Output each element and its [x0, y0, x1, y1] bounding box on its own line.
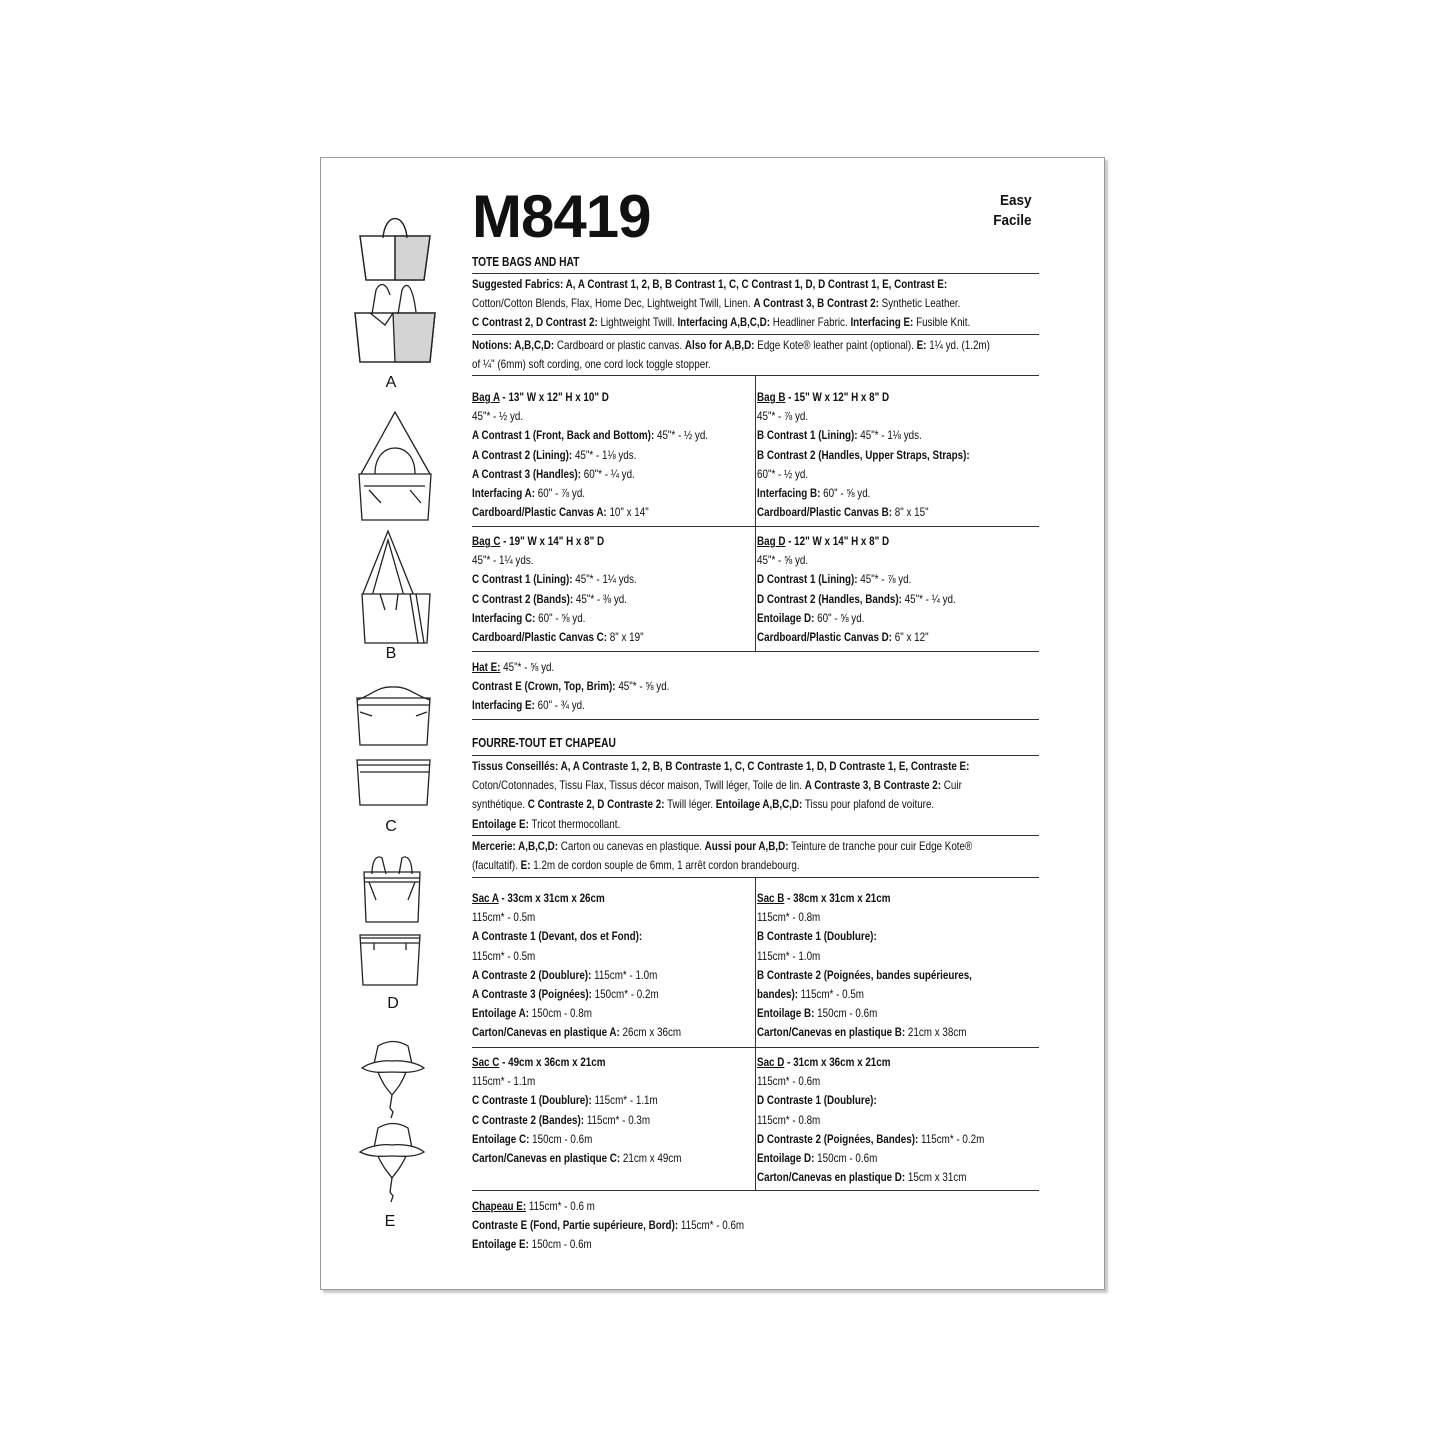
yardage-value: 115cm* - 0.6m — [678, 1218, 745, 1233]
view-c-tote-back-icon — [357, 760, 430, 805]
yardage-row — [472, 484, 702, 503]
yardage-row — [757, 590, 987, 609]
view-dimensions: - 12" W x 14" H x 8" D — [785, 534, 890, 548]
yardage-row — [472, 590, 702, 609]
english-title-block — [472, 253, 1039, 272]
notions-line-2: of ¼" (6mm) soft cording, one cord lock toggle stopper. — [472, 357, 711, 372]
notions-text: 1.2m de cordon souple de 6mm, 1 arrêt cordon brandebourg. — [533, 858, 800, 873]
yardage-row — [472, 966, 702, 985]
yardage-label: Entoilage D: — [757, 610, 815, 625]
yardage-row — [757, 1091, 987, 1110]
yardage-row — [757, 426, 987, 445]
difficulty-en: Easy — [1000, 192, 1032, 209]
yardage-row — [472, 1072, 702, 1091]
view-title: Sac B — [757, 891, 785, 905]
yardage-value: 45"* - 1⅛ yds. — [572, 447, 637, 462]
notions-text: (facultatif). — [472, 858, 518, 873]
yardage-label: Interfacing A: — [472, 486, 536, 501]
notions-bold: Notions: A,B,C,D: — [472, 338, 555, 352]
chapeau-e-metrage — [472, 1197, 1032, 1255]
view-a-tote-front-icon — [360, 219, 430, 281]
yardage-row — [472, 407, 702, 426]
fabrics-bold: Entoilage A,B,C,D: — [715, 797, 803, 812]
yardage-row — [757, 465, 987, 484]
yardage-label: C Contraste 2 (Bandes): — [472, 1112, 585, 1127]
yardage-label: Entoilage C: — [472, 1131, 530, 1146]
bag-a-heading — [472, 388, 702, 407]
french-notions — [472, 837, 1039, 875]
yardage-row — [757, 446, 987, 465]
yardage-value: 115cm* - 0.8m — [757, 910, 821, 925]
french-fabrics — [472, 757, 1039, 834]
notions-line-2 — [472, 856, 937, 875]
yardage-value: 115cm* - 0.8m — [757, 1112, 821, 1127]
yardage-row — [472, 1235, 931, 1254]
yardage-label: C Contrast 1 (Lining): — [472, 572, 573, 587]
yardage-row — [757, 947, 987, 966]
french-title-block — [472, 734, 1039, 753]
yardage-value: 115cm* - 0.3m — [584, 1112, 651, 1127]
difficulty-fr: Facile — [993, 212, 1032, 229]
yardage-label: Carton/Canevas en plastique C: — [472, 1151, 621, 1166]
view-title: Bag A — [472, 390, 500, 404]
column-divider — [755, 878, 756, 1190]
yardage-value: 45"* - 1¼ yds. — [572, 572, 637, 587]
yardage-value: 45"* - ½ yd. — [472, 409, 524, 424]
yardage-row — [757, 503, 987, 522]
bag-b-heading — [757, 388, 987, 407]
yardage-row — [472, 426, 709, 445]
yardage-label: Cardboard/Plastic Canvas C: — [472, 630, 608, 645]
yardage-value: 150cm* - 0.2m — [591, 987, 659, 1002]
yardage-row — [757, 1111, 987, 1130]
bag-d-yardage — [757, 532, 1037, 647]
yardage-value: 60" - ⅝ yd. — [814, 610, 865, 625]
view-e-hat-back-icon — [360, 1124, 424, 1203]
view-dimensions: - 15" W x 12" H x 8" D — [785, 390, 890, 404]
yardage-label: Interfacing E: — [472, 698, 535, 713]
yardage-label: Entoilage E: — [472, 1237, 529, 1252]
yardage-row — [472, 1091, 702, 1110]
view-illustrations — [340, 200, 450, 1240]
view-title: Sac D — [757, 1055, 785, 1069]
yardage-value: 45"* - 1⅛ yds. — [857, 428, 922, 443]
view-title: Bag B — [757, 390, 786, 404]
yardage-value: 115cm* - 0.6 m — [526, 1199, 595, 1213]
yardage-row — [757, 609, 987, 628]
yardage-value: 60" - ⅝ yd. — [535, 610, 586, 625]
notions-text: 1¼ yd. (1.2m) — [929, 338, 990, 352]
fabrics-line-4 — [472, 815, 937, 834]
divider — [472, 1190, 1039, 1191]
yardage-row — [472, 503, 702, 522]
view-dimensions: - 31cm x 36cm x 21cm — [784, 1055, 891, 1069]
sac-a-metrage — [472, 889, 752, 1043]
yardage-value: 115cm* - 0.6m — [757, 1074, 821, 1089]
fabrics-bold: C Contraste 2, D Contraste 2: — [527, 797, 665, 812]
yardage-label: B Contraste 1 (Doublure): — [757, 929, 877, 944]
yardage-label: B Contraste 2 (Poignées, bandes supérieures, — [757, 967, 972, 982]
yardage-label: Cardboard/Plastic Canvas A: — [472, 505, 607, 520]
yardage-value: 60"* - ¼ yd. — [580, 466, 635, 481]
yardage-value: 21cm x 49cm — [620, 1151, 682, 1166]
yardage-value: 115cm* - 0.5m — [472, 910, 536, 925]
yardage-label: Interfacing C: — [472, 610, 536, 625]
yardage-row — [472, 677, 931, 696]
yardage-row — [472, 1111, 702, 1130]
yardage-label: Entoilage B: — [757, 1006, 815, 1021]
fabrics-text: Cotton/Cotton Blends, Flax, Home Dec, Lightweight Twill, Linen. — [472, 296, 751, 311]
yardage-value: 45"* - 1¼ yds. — [472, 553, 534, 568]
fabrics-text: Tissu pour plafond de voiture. — [804, 797, 935, 812]
yardage-value: 115cm* - 1.0m — [757, 948, 821, 963]
view-label-e: E — [384, 1213, 396, 1230]
yardage-row — [472, 908, 702, 927]
yardage-label: Cardboard/Plastic Canvas B: — [757, 505, 893, 520]
yardage-value: 115cm* - 1.1m — [591, 1093, 658, 1108]
yardage-row — [757, 1072, 987, 1091]
fabrics-text: Cuir — [943, 778, 962, 793]
yardage-value: 45"* - ⅝ yd. — [615, 679, 670, 694]
french-section-title: FOURRE-TOUT ET CHAPEAU — [472, 736, 616, 750]
fabrics-bold: Entoilage E: — [472, 816, 529, 831]
view-b-tote-back-icon — [362, 531, 430, 643]
view-a-tote-back-icon — [355, 285, 435, 362]
yardage-value: 115cm* - 0.5m — [472, 948, 536, 963]
yardage-row — [757, 908, 987, 927]
yardage-value: 115cm* - 1.1m — [472, 1074, 536, 1089]
yardage-label: A Contrast 2 (Lining): — [472, 447, 573, 462]
fabrics-text: Lightweight Twill. — [600, 315, 675, 330]
yardage-label: bandes): — [757, 987, 799, 1002]
bag-b-yardage — [757, 388, 1037, 522]
yardage-row — [757, 551, 987, 570]
yardage-label: Contraste E (Fond, Partie supérieure, Bord): — [472, 1218, 679, 1233]
divider — [472, 719, 1039, 720]
fabrics-line-3 — [472, 795, 937, 814]
yardage-value: 115cm* - 0.5m — [798, 987, 865, 1002]
yardage-value: 45"* - ⅜ yd. — [573, 591, 627, 606]
pattern-number: M8419 — [472, 183, 651, 250]
yardage-label: Carton/Canevas en plastique B: — [757, 1025, 906, 1040]
yardage-label: C Contrast 2 (Bands): — [472, 591, 574, 606]
yardage-row — [472, 947, 702, 966]
yardage-value: 60"* - ½ yd. — [757, 466, 809, 481]
view-b-tote-icon — [359, 412, 431, 520]
divider — [472, 835, 1039, 836]
view-dimensions: - 38cm x 31cm x 21cm — [784, 891, 891, 905]
sac-b-heading — [757, 889, 987, 908]
fabrics-text: synthétique. — [472, 797, 526, 812]
yardage-row — [757, 1023, 987, 1042]
sac-a-heading — [472, 889, 702, 908]
yardage-value: 60" - ⅞ yd. — [535, 486, 586, 501]
notions-text: Carton ou canevas en plastique. — [560, 839, 702, 853]
yardage-value: 150cm - 0.6m — [814, 1006, 878, 1021]
yardage-row — [757, 1130, 987, 1149]
yardage-row — [757, 628, 987, 647]
yardage-row — [472, 1216, 931, 1235]
yardage-label: D Contrast 2 (Handles, Bands): — [757, 591, 902, 606]
yardage-row — [472, 1130, 702, 1149]
yardage-row — [757, 927, 987, 946]
yardage-value: 10" x 14" — [606, 505, 649, 520]
view-label-d: D — [387, 995, 399, 1012]
yardage-label: A Contraste 3 (Poignées): — [472, 987, 592, 1002]
yardage-row — [757, 1149, 987, 1168]
yardage-value: 8" x 19" — [607, 630, 644, 645]
yardage-label: A Contraste 1 (Devant, dos et Fond): — [472, 929, 643, 944]
yardage-value: 45"* - ⅞ yd. — [857, 572, 912, 587]
yardage-value: 45"* - ¼ yd. — [901, 591, 956, 606]
yardage-row — [757, 985, 987, 1004]
yardage-row — [472, 446, 702, 465]
yardage-row — [472, 985, 702, 1004]
yardage-label: Carton/Canevas en plastique D: — [757, 1170, 906, 1185]
yardage-label: Cardboard/Plastic Canvas D: — [757, 630, 893, 645]
yardage-value: 150cm - 0.6m — [528, 1237, 592, 1252]
chapeau-e-heading — [472, 1197, 931, 1216]
notions-line-1 — [472, 336, 990, 355]
view-dimensions: - 33cm x 31cm x 26cm — [498, 891, 605, 905]
view-title: Sac A — [472, 891, 499, 905]
fabrics-text: Fusible Knit. — [916, 315, 971, 330]
fabrics-line-2 — [472, 776, 962, 795]
english-section-title: TOTE BAGS AND HAT — [472, 255, 580, 269]
fabrics-heading: Tissus Conseillés: A, A Contraste 1, 2, B, B Contraste 1, C, C Contraste 1, D, D Contraste 1, E, Contraste E: — [472, 759, 970, 773]
yardage-label: Entoilage A: — [472, 1006, 530, 1021]
view-c-tote-icon — [357, 687, 430, 745]
yardage-row — [757, 484, 987, 503]
yardage-row — [472, 628, 702, 647]
fabrics-text: Tricot thermocollant. — [531, 816, 621, 831]
yardage-row — [472, 696, 931, 715]
yardage-row — [757, 407, 987, 426]
english-notions — [472, 336, 1039, 374]
yardage-value: 45"* - ½ yd. — [654, 428, 709, 443]
yardage-row — [757, 966, 987, 985]
fabrics-heading: Suggested Fabrics: A, A Contrast 1, 2, B, B Contrast 1, C, C Contrast 1, D, D Contrast 1, E, Contrast E: — [472, 277, 948, 291]
view-title: Bag C — [472, 534, 501, 548]
sac-d-metrage — [757, 1053, 1037, 1187]
bag-a-yardage — [472, 388, 752, 522]
divider — [472, 334, 1039, 335]
difficulty-rating — [989, 191, 1032, 231]
fabrics-bold: A Contrast 3, B Contrast 2: — [753, 296, 879, 311]
yardage-value: 150cm - 0.6m — [814, 1151, 878, 1166]
sac-c-heading — [472, 1053, 702, 1072]
view-d-tote-back-icon — [360, 935, 420, 985]
yardage-value: 60" - ¾ yd. — [534, 698, 585, 713]
view-dimensions: - 13" W x 12" H x 10" D — [499, 390, 609, 404]
notions-bold: Aussi pour A,B,D: — [704, 839, 789, 853]
sac-b-metrage — [757, 889, 1037, 1043]
yardage-value: 150cm - 0.6m — [529, 1131, 593, 1146]
yardage-row — [472, 1023, 702, 1042]
yardage-row — [757, 570, 987, 589]
yardage-row — [472, 570, 702, 589]
fabrics-text: Coton/Cotonnades, Tissu Flax, Tissus décor maison, Twill léger, Toile de lin. — [472, 778, 802, 793]
notions-bold: Mercerie: A,B,C,D: — [472, 839, 559, 853]
yardage-value: 45"* - ⅞ yd. — [757, 409, 809, 424]
notions-bold: Also for A,B,D: — [684, 338, 755, 352]
notions-text: Edge Kote® leather paint (optional). — [757, 338, 914, 352]
yardage-row — [472, 927, 702, 946]
yardage-label: A Contraste 2 (Doublure): — [472, 967, 592, 982]
yardage-value: 115cm* - 0.2m — [918, 1131, 985, 1146]
view-dimensions: - 19" W x 14" H x 8" D — [500, 534, 605, 548]
yardage-row — [757, 1168, 987, 1187]
hat-e-yardage — [472, 658, 1032, 716]
fabrics-bold: A Contraste 3, B Contraste 2: — [804, 778, 942, 793]
view-title: Chapeau E: — [472, 1199, 527, 1213]
english-fabrics — [472, 275, 1039, 333]
yardage-label: A Contrast 3 (Handles): — [472, 466, 581, 481]
sac-d-heading — [757, 1053, 987, 1072]
fabrics-bold: C Contrast 2, D Contrast 2: — [472, 315, 598, 330]
yardage-value: 26cm x 36cm — [619, 1025, 682, 1040]
yardage-value: 60" - ⅝ yd. — [820, 486, 871, 501]
divider — [472, 273, 1039, 274]
yardage-value: 6" x 12" — [892, 630, 929, 645]
yardage-label: Contrast E (Crown, Top, Brim): — [472, 679, 616, 694]
yardage-label: B Contrast 2 (Handles, Upper Straps, Straps): — [757, 447, 970, 462]
yardage-label: D Contrast 1 (Lining): — [757, 572, 858, 587]
view-title: Sac C — [472, 1055, 500, 1069]
yardage-label: Entoilage D: — [757, 1151, 815, 1166]
divider — [472, 651, 1039, 652]
fabrics-line-3 — [472, 313, 971, 332]
view-label-b: B — [385, 645, 397, 662]
fabrics-line-2 — [472, 294, 961, 313]
divider — [472, 1047, 1039, 1048]
yardage-label: Interfacing B: — [757, 486, 821, 501]
column-divider — [755, 376, 756, 651]
yardage-value: 21cm x 38cm — [905, 1025, 967, 1040]
yardage-row — [472, 1004, 702, 1023]
yardage-row — [472, 1149, 702, 1168]
yardage-label: Carton/Canevas en plastique A: — [472, 1025, 620, 1040]
yardage-label: D Contraste 2 (Poignées, Bandes): — [757, 1131, 919, 1146]
yardage-value: 115cm* - 1.0m — [591, 967, 658, 982]
yardage-row — [757, 1004, 987, 1023]
view-dimensions: - 49cm x 36cm x 21cm — [499, 1055, 606, 1069]
view-label-c: C — [385, 818, 397, 835]
notions-text: Cardboard or plastic canvas. — [556, 338, 683, 352]
yardage-label: A Contrast 1 (Front, Back and Bottom): — [472, 428, 655, 443]
fabrics-bold: Interfacing A,B,C,D: — [677, 315, 771, 330]
view-e-hat-front-icon — [362, 1042, 424, 1119]
yardage-value: 15cm x 31cm — [905, 1170, 967, 1185]
view-title: Bag D — [757, 534, 786, 548]
view-label-a: A — [385, 374, 397, 391]
hat-e-heading — [472, 658, 931, 677]
fabrics-text: Headliner Fabric. — [772, 315, 848, 330]
view-d-tote-icon — [364, 857, 420, 922]
yardage-value: 45"* - ⅝ yd. — [757, 553, 809, 568]
notions-bold: E: — [520, 858, 531, 873]
fabrics-text: Synthetic Leather. — [881, 296, 961, 311]
yardage-value: 150cm - 0.8m — [529, 1006, 592, 1021]
bag-d-heading — [757, 532, 987, 551]
yardage-label: B Contrast 1 (Lining): — [757, 428, 858, 443]
yardage-value: 45"* - ⅝ yd. — [500, 660, 555, 674]
yardage-label: D Contraste 1 (Doublure): — [757, 1093, 877, 1108]
yardage-row — [472, 609, 702, 628]
bag-c-yardage — [472, 532, 752, 647]
yardage-label: C Contraste 1 (Doublure): — [472, 1093, 592, 1108]
yardage-row — [472, 465, 702, 484]
yardage-value: 8" x 15" — [892, 505, 929, 520]
notions-line-1 — [472, 837, 973, 856]
fabrics-bold: Interfacing E: — [850, 315, 914, 330]
divider — [472, 526, 1039, 527]
notions-bold: E: — [916, 338, 927, 352]
sac-c-metrage — [472, 1053, 752, 1168]
notions-text: Teinture de tranche pour cuir Edge Kote® — [791, 839, 973, 853]
view-title: Hat E: — [472, 660, 501, 674]
yardage-row — [472, 551, 702, 570]
bag-c-heading — [472, 532, 702, 551]
fabrics-text: Twill léger. — [667, 797, 714, 812]
divider — [472, 755, 1039, 756]
